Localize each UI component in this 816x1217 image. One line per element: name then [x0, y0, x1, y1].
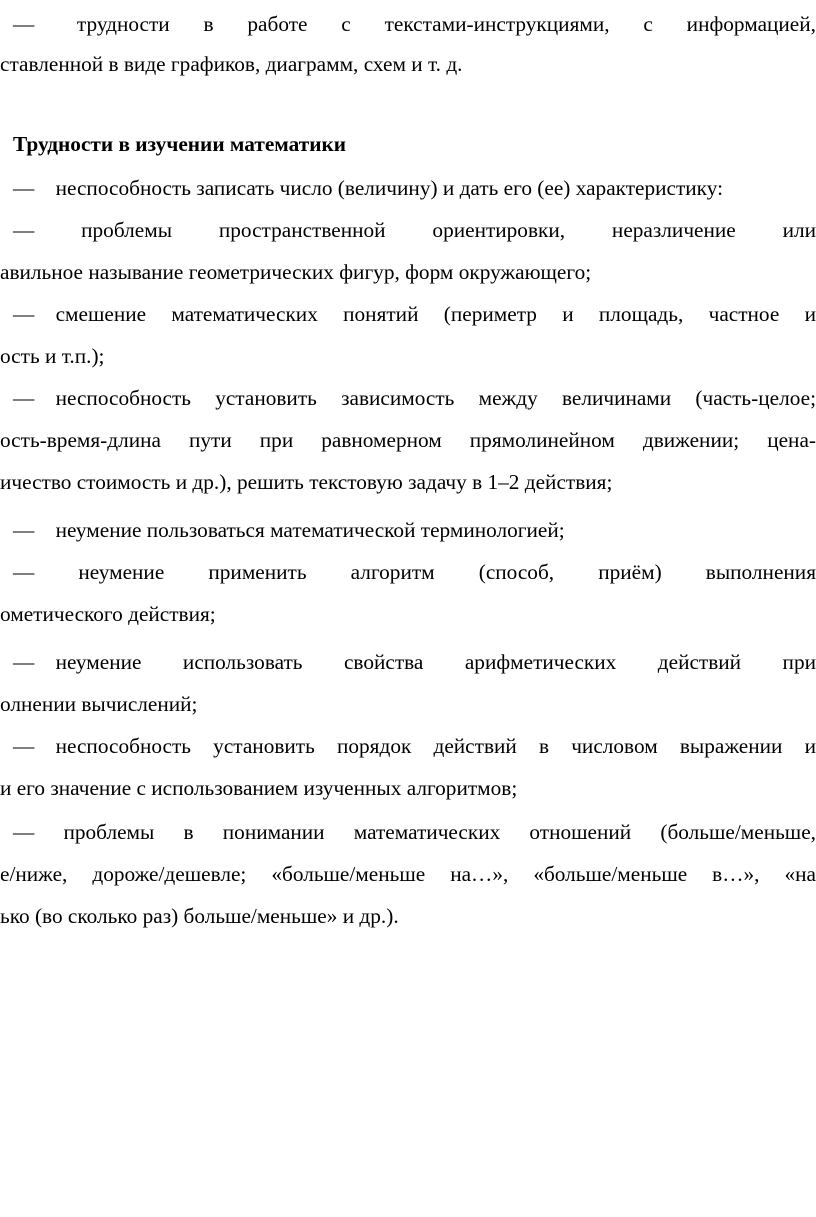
- list-item-5-line-1: — неумение пользоваться математической терминологией;: [13, 518, 565, 542]
- list-item-3-line-1: — смешение математических понятий (периметр и площадь, частное и: [13, 302, 816, 326]
- list-item-9-line-2: е/ниже, дороже/дешевле; «больше/меньше на…», «больше/меньше в…», «на: [0, 862, 816, 886]
- intro-line-2: ставленной в виде графиков, диаграмм, схем и т. д.: [0, 52, 463, 76]
- list-item-6-line-2: ометического действия;: [0, 602, 216, 626]
- list-item-8-line-1: — неспособность установить порядок действий в числовом выражении и: [13, 734, 816, 758]
- list-item-9-line-3: ько (во сколько раз) больше/меньше» и др.).: [0, 904, 399, 928]
- list-item-2-line-2: авильное называние геометрических фигур, форм окружающего;: [0, 260, 592, 284]
- list-item-4-line-1: — неспособность установить зависимость между величинами (часть-целое;: [13, 386, 816, 410]
- list-item-4-line-2: ость-время-длина пути при равномерном прямолинейном движении; цена-: [0, 428, 816, 452]
- intro-line-1: — трудности в работе с текстами-инструкциями, с информацией,: [13, 12, 816, 36]
- list-item-8-line-2: и его значение с использованием изученных алгоритмов;: [0, 776, 518, 800]
- list-item-3-line-2: ость и т.п.);: [0, 344, 105, 368]
- list-item-6-line-1: — неумение применить алгоритм (способ, приём) выполнения: [13, 560, 816, 584]
- list-item-2-line-1: — проблемы пространственной ориентировки, неразличение или: [13, 218, 816, 242]
- list-item-7-line-1: — неумение использовать свойства арифметических действий при: [13, 650, 816, 674]
- section-heading: Трудности в изучении математики: [13, 132, 347, 156]
- list-item-7-line-2: олнении вычислений;: [0, 692, 198, 716]
- list-item-9-line-1: — проблемы в понимании математических отношений (больше/меньше,: [13, 820, 816, 844]
- list-item-1-line-1: — неспособность записать число (величину) и дать его (ее) характеристику:: [13, 176, 724, 200]
- list-item-4-line-3: ичество стоимость и др.), решить текстовую задачу в 1–2 действия;: [0, 470, 613, 494]
